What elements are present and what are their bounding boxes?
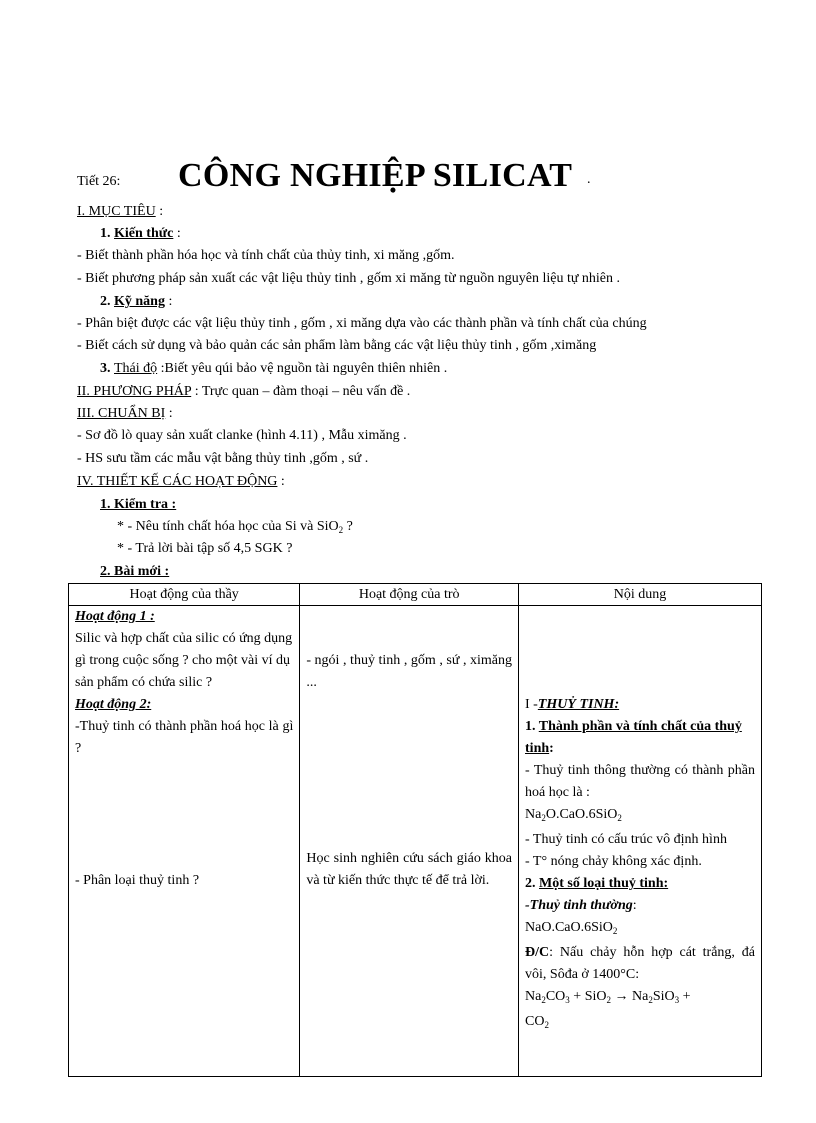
teacher-cell	[69, 606, 300, 1077]
check-item	[117, 517, 353, 540]
spacer	[75, 760, 293, 870]
title-period: .	[587, 172, 591, 187]
glass-section-num: I -	[525, 697, 538, 712]
student-cell	[300, 606, 519, 1077]
knowledge-num: 1.	[100, 226, 114, 241]
eq-sub: 3	[565, 995, 570, 1005]
table-row	[69, 606, 762, 1077]
glass-types-heading	[525, 873, 755, 895]
preparation-item: - Sơ đồ lò quay sản xuất clanke (hình 4.11) , Mẫu ximăng .	[77, 428, 407, 443]
reaction-equation-tail	[525, 1011, 755, 1036]
eq-part: + SiO	[569, 989, 607, 1004]
composition-colon: :	[549, 741, 554, 756]
spacer	[525, 606, 755, 694]
eq-sub: 2	[648, 995, 653, 1005]
student-answer-1: - ngói , thuỷ tinh , gốm , sứ , ximăng ...	[306, 653, 513, 690]
check-item-post: ?	[343, 519, 353, 534]
section-activities-heading	[77, 472, 285, 492]
check-item-sub: 2	[338, 525, 344, 535]
knowledge-item: - Biết phương pháp sản xuất các vật liệu thủy tinh , gốm xi măng từ nguồn nguyên liệu tự nhiên .	[77, 271, 621, 286]
knowledge-heading	[100, 224, 181, 244]
skills-heading	[100, 292, 172, 312]
eq-part: +	[679, 989, 691, 1004]
attitude-text: :Biết yêu qúi bảo vệ nguồn tài nguyên thiên nhiên .	[157, 361, 448, 376]
methods-heading: II. PHƯƠNG PHÁP	[77, 384, 192, 399]
formula-part: NaO.CaO.6SiO	[525, 920, 613, 935]
eq-sub: 3	[674, 995, 680, 1005]
knowledge-item: - Biết thành phần hóa học và tính chất của thủy tinh, xi măng ,gốm.	[77, 248, 455, 263]
structure-item: - Thuỷ tinh có cấu trúc vô định hình	[525, 832, 727, 847]
activity1-text: Silic và hợp chất của silic có ứng dụng gì trong cuộc sống ? cho một vài ví dụ sản phẩm có chứa silic ?	[75, 631, 293, 690]
spacer	[306, 606, 512, 650]
activity2-title: Hoạt động 2:	[75, 697, 152, 712]
reaction-equation	[525, 986, 755, 1011]
eq-part: CO	[525, 1014, 545, 1029]
ordinary-glass-colon: :	[632, 898, 637, 913]
attitude-line	[100, 359, 447, 379]
attitude-num: 3.	[100, 361, 114, 376]
eq-sub: 2	[541, 995, 546, 1005]
activity2-text: -Thuỷ tinh có thành phần hoá học là gì ?	[75, 719, 294, 756]
knowledge-suffix: :	[173, 226, 181, 241]
formula-part: O.CaO.6SiO	[545, 807, 618, 822]
skills-num: 2.	[100, 294, 114, 309]
section-methods	[77, 382, 410, 402]
check-heading: 1. Kiểm tra :	[100, 497, 177, 512]
skills-label: Kỹ năng	[114, 294, 165, 309]
ordinary-glass-text: -Thuỷ tinh thường	[525, 898, 633, 913]
melting-item: - T° nóng chảy không xác định.	[525, 854, 702, 869]
glass-types-title: Một số loại thuỷ tinh:	[539, 876, 669, 891]
section-preparation-heading	[77, 404, 173, 424]
ordinary-glass-label	[525, 895, 755, 917]
header-teacher: Hoạt động của thầy	[69, 584, 300, 606]
composition-num: 1.	[525, 719, 539, 734]
glass-formula	[525, 804, 755, 829]
activities-heading-text: IV. THIẾT KẾ CÁC HOẠT ĐỘNG	[77, 474, 278, 489]
preparation-heading-suffix: :	[165, 406, 173, 421]
eq-sub: 2	[544, 1020, 549, 1030]
formula-sub: 2	[541, 813, 546, 823]
eq-part: → Na	[610, 989, 649, 1004]
activity1-title: Hoạt động 1 :	[75, 609, 155, 624]
composition-item: - Thuỷ tinh thông thường có thành phần hoá học là :	[525, 763, 755, 800]
header-content: Nội dung	[519, 584, 762, 606]
skills-suffix: :	[164, 294, 173, 309]
new-lesson-heading: 2. Bài mới :	[100, 564, 170, 579]
page-title: CÔNG NGHIỆP SILICAT	[178, 157, 573, 194]
header-student: Hoạt động của trò	[300, 584, 519, 606]
eq-part: CO	[545, 989, 566, 1004]
lesson-label: Tiết 26:	[77, 174, 121, 189]
ordinary-glass-formula	[525, 917, 755, 942]
objectives-heading-text: I. MỤC TIÊU	[77, 204, 156, 219]
activities-table	[68, 583, 762, 1077]
attitude-label: Thái độ	[114, 361, 158, 376]
glass-section-title: THUỶ TINH:	[537, 697, 620, 712]
objectives-heading-suffix: :	[155, 204, 164, 219]
check-item-text: * - Trả lời bài tập số 4,5 SGK ?	[117, 541, 293, 556]
skills-item: - Biết cách sử dụng và bảo quản các sản phẩm làm bằng các vật liệu thủy tinh , gốm ,ximăng	[77, 338, 597, 353]
activity2-question: - Phân loại thuỷ tinh ?	[75, 873, 200, 888]
formula-part: Na	[525, 807, 542, 822]
dc-label: Đ/C	[525, 945, 550, 960]
glass-types-num: 2.	[525, 876, 540, 891]
check-item-text: * - Nêu tính chất hóa học của Si và SiO	[117, 519, 339, 534]
glass-section-heading	[525, 694, 755, 716]
preparation-method	[525, 942, 755, 986]
activities-heading-suffix: :	[277, 474, 285, 489]
knowledge-label: Kiến thức	[114, 226, 174, 241]
check-item	[117, 539, 292, 559]
eq-part: SiO	[652, 989, 675, 1004]
student-answer-2: Học sinh nghiên cứu sách giáo khoa và từ kiến thức thực tế để trả lời.	[306, 851, 513, 888]
composition-heading	[525, 716, 755, 760]
preparation-item: - HS sưu tầm các mẫu vật bằng thủy tinh ,gốm , sứ .	[77, 451, 369, 466]
dc-text: : Nấu chảy hỗn hợp cát trắng, đá vôi, Sôđa ở 1400°C:	[525, 945, 755, 982]
eq-part: Na	[525, 989, 542, 1004]
formula-sub: 2	[612, 926, 618, 936]
eq-sub: 2	[606, 995, 611, 1005]
skills-item: - Phân biệt được các vật liệu thủy tinh , gốm , xi măng dựa vào các thành phần và tính chất của chúng	[77, 316, 647, 331]
formula-sub: 2	[617, 813, 622, 823]
content-cell	[519, 606, 762, 1077]
methods-text: : Trực quan – đàm thoại – nêu vấn đề .	[191, 384, 411, 399]
table-header-row	[69, 584, 762, 606]
preparation-heading-text: III. CHUẨN BỊ	[77, 406, 166, 421]
spacer	[306, 694, 512, 848]
section-objectives-heading	[77, 202, 163, 222]
composition-title: Thành phần và tính chất của thuỷ tinh	[525, 719, 742, 756]
